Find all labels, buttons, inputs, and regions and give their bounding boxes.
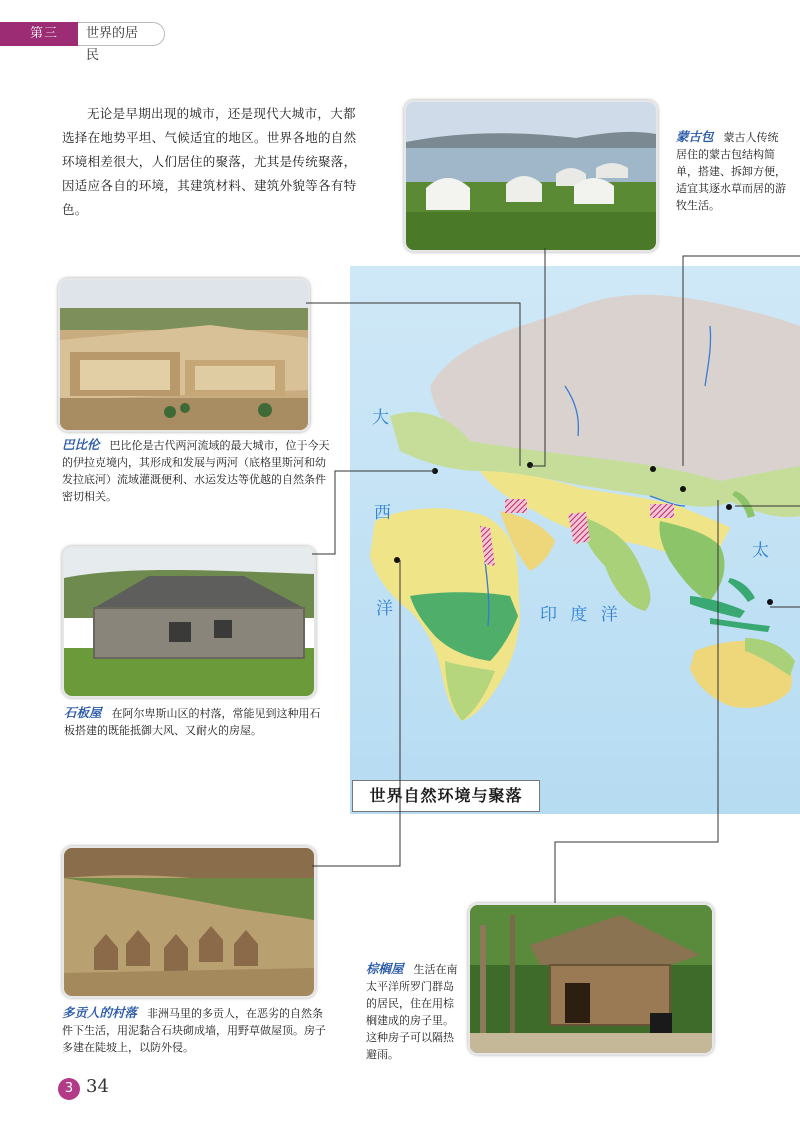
chapter-header [0,22,165,65]
caption-dogon [62,1004,330,1056]
page-arrow-icon: 3 [58,1078,80,1100]
caption-stone [64,704,322,739]
atlantic-label-2: 西 [374,503,391,523]
caption-mongol [676,128,786,214]
caption-palm-title: 棕榈屋 [366,961,404,976]
caption-babylon-title: 巴比伦 [62,437,100,452]
caption-palm [366,960,462,1063]
caption-mongol-title: 蒙古包 [676,129,714,144]
caption-stone-title: 石板屋 [64,705,102,720]
stone-house-photo [62,546,316,698]
caption-palm-text: 生活在南太平洋所罗门群岛的居民，住在用棕榈建成的房子里。这种房子可以隔热避雨。 [366,963,458,1061]
intro-paragraph: 无论是早期出现的城市，还是现代大城市，大都选择在地势平坦、气候适宜的地区。世界各地的自然环境相差很大，人们居住的聚落，尤其是传统聚落，因适应各自的环境，其建筑材料、建筑外貌等各有特色。 [62,106,357,217]
indian-ocean-label: 印 度 洋 [540,605,622,625]
chapter-title: 世界的居民 [78,22,165,46]
caption-stone-text: 在阿尔卑斯山区的村落，常能见到这种用石板搭建的既能抵御大风、又耐火的房屋。 [64,707,321,737]
world-map [350,266,800,814]
map-title: 世界自然环境与聚落 [352,780,540,812]
dogon-photo [62,846,316,998]
caption-babylon [62,436,332,505]
palm-house-photo [468,903,714,1055]
chapter-label: 第三章 [0,22,78,46]
caption-mongol-text: 蒙古人传统居住的蒙古包结构简单，搭建、拆卸方便，适宜其逐水草而居的游牧生活。 [676,131,786,212]
caption-babylon-text: 巴比伦是古代两河流域的最大城市，位于今天的伊拉克境内，其形成和发展与两河（底格里斯河和幼发拉底河）流域灌溉便利、水运发达等优越的自然条件密切相关。 [62,439,330,503]
caption-dogon-title: 多贡人的村落 [62,1005,138,1020]
babylon-photo [58,278,310,432]
atlantic-label-1: 大 [372,408,389,428]
yurt-photo [404,100,658,252]
page-number: 34 [86,1076,109,1097]
atlantic-label-3: 洋 [376,599,393,619]
pacific-label: 太 [752,541,769,561]
caption-dogon-text: 非洲马里的多贡人，在恶劣的自然条件下生活，用泥黏合石块砌成墙，用野草做屋顶。房子多建在陡坡上，以防外侵。 [62,1007,326,1054]
